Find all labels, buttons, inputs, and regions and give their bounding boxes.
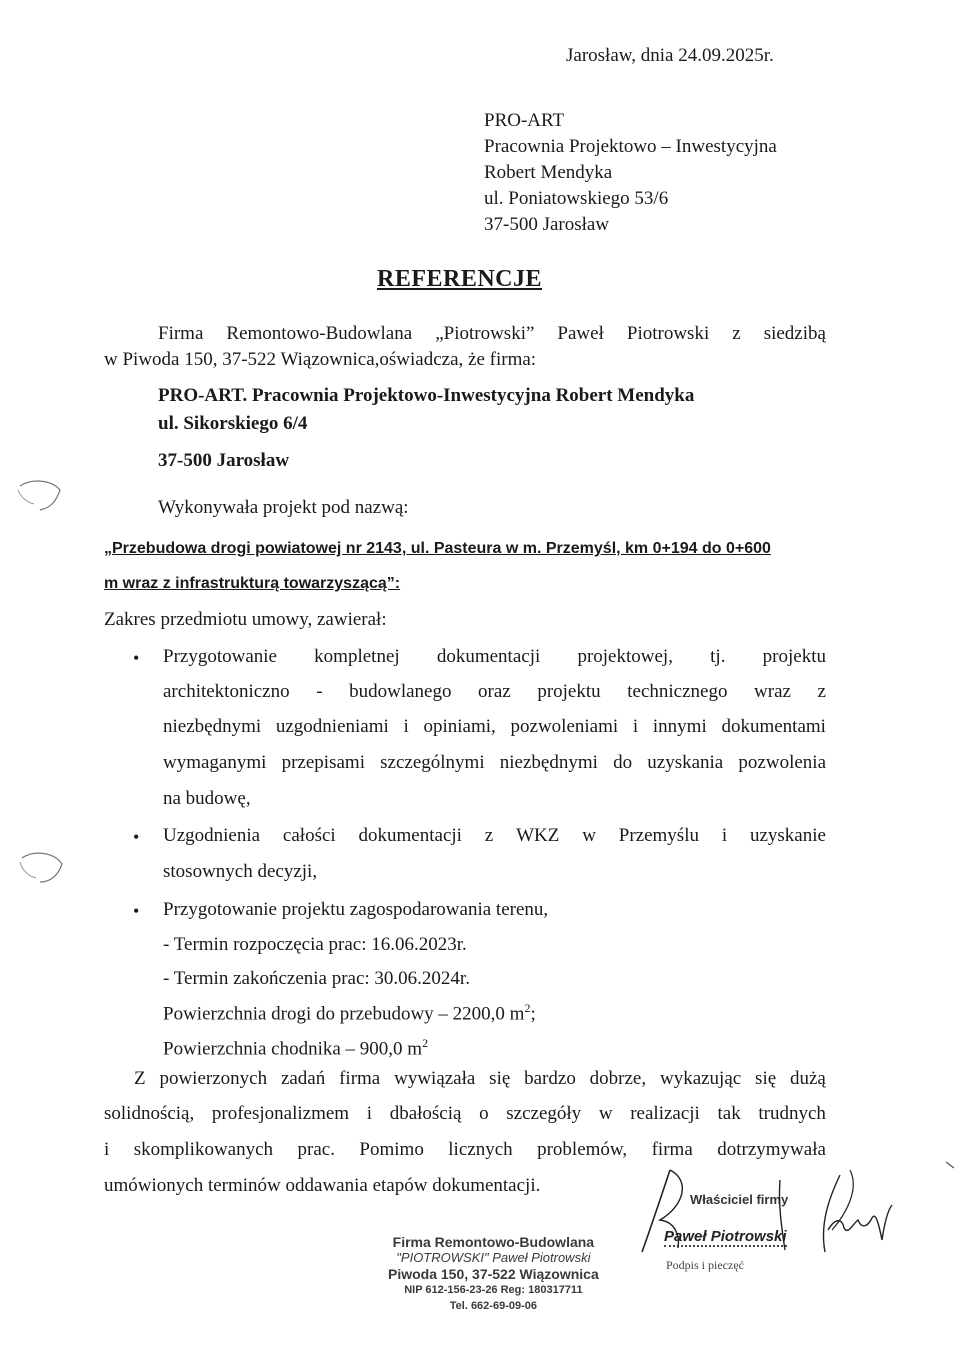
- sidewalk-area: [163, 1036, 826, 1060]
- company-stamp: [388, 1234, 599, 1314]
- word: z: [817, 681, 826, 702]
- word: licznych: [448, 1139, 513, 1160]
- word: realizacji: [630, 1103, 700, 1124]
- project-intro: Wykonywała projekt pod nazwą:: [158, 497, 409, 518]
- closing-line-1: [134, 1068, 826, 1090]
- word: przepisami: [281, 752, 365, 773]
- bullet3-line-1: Przygotowanie projektu zagospodarowania terenu,: [163, 899, 549, 920]
- word: Przemyślu: [618, 825, 699, 846]
- word: firma: [339, 1068, 381, 1089]
- word: całości: [282, 825, 336, 846]
- word: Z: [134, 1068, 146, 1089]
- word: się: [489, 1068, 511, 1089]
- recipient-address: [484, 108, 777, 238]
- owner-name-stamp: Paweł Piotrowski: [664, 1228, 787, 1245]
- word: tj.: [710, 646, 726, 667]
- word: dokumentacji: [436, 646, 541, 667]
- company-street: ul. Sikorskiego 6/4: [158, 413, 308, 434]
- word: wraz: [754, 681, 791, 702]
- project-name-line-1: „Przebudowa drogi powiatowej nr 2143, ul. Pasteura w m. Przemyśl, km 0+194 do 0+600: [104, 540, 771, 557]
- document-title: REFERENCJE: [377, 266, 543, 292]
- project-name-line-2: m wraz z infrastrukturą towarzyszącą”:: [104, 575, 401, 592]
- word: opiniami,: [423, 716, 496, 737]
- bullet-icon: •: [133, 901, 140, 921]
- word: i: [104, 1139, 110, 1160]
- bullet1-line-4: [163, 752, 826, 774]
- stamp-line: Firma Remontowo-Budowlana: [392, 1234, 595, 1250]
- word: i: [403, 716, 409, 737]
- scope-intro: Zakres przedmiotu umowy, zawierał:: [104, 609, 387, 630]
- bullet1-line-5: na budowę,: [163, 788, 251, 809]
- word: „Piotrowski”: [435, 323, 535, 344]
- start-date: - Termin rozpoczęcia prac: 16.06.2023r.: [163, 934, 467, 955]
- end-date: - Termin zakończenia prac: 30.06.2024r.: [163, 968, 470, 989]
- word: projektu: [762, 646, 826, 667]
- word: z: [484, 825, 494, 846]
- stamp-line: "PIOTROWSKI" Paweł Piotrowski: [396, 1250, 591, 1265]
- word: Pomimo: [359, 1139, 424, 1160]
- word: solidnością,: [104, 1103, 195, 1124]
- road-area-sup: 2: [524, 1001, 531, 1015]
- owner-title-stamp: Właściciel firmy: [690, 1192, 789, 1207]
- word: problemów,: [537, 1139, 628, 1160]
- recipient-line: ul. Poniatowskiego 53/6: [484, 188, 669, 209]
- word: trudnych: [758, 1103, 826, 1124]
- word: do: [613, 752, 633, 773]
- company-city: 37-500 Jarosław: [158, 450, 290, 471]
- word: oraz: [478, 681, 511, 702]
- word: budowlanego: [349, 681, 452, 702]
- word: niezbędnymi: [499, 752, 598, 773]
- word: bardzo: [524, 1068, 576, 1089]
- word: niezbędnymi: [163, 716, 262, 737]
- word: skomplikowanych: [133, 1139, 274, 1160]
- word: się: [755, 1068, 777, 1089]
- word: siedzibą: [763, 323, 826, 344]
- word: Firma: [158, 323, 204, 344]
- word: szczególnymi: [380, 752, 485, 773]
- word: Paweł: [557, 323, 604, 344]
- road-area-suffix: ;: [530, 1003, 536, 1025]
- handwritten-signature: [630, 1160, 900, 1260]
- word: kompletnej: [314, 646, 400, 667]
- recipient-line: Pracownia Projektowo – Inwestycyjna: [484, 136, 777, 157]
- word: i: [721, 825, 728, 846]
- word: tak: [717, 1103, 741, 1124]
- word: architektoniczno: [163, 681, 290, 702]
- road-area-text: Powierzchnia drogi do przebudowy – 2200,0 m: [163, 1003, 525, 1025]
- word: pozwoleniami: [510, 716, 619, 737]
- word: dobrze,: [589, 1068, 647, 1089]
- word: wykazując: [659, 1068, 742, 1089]
- intro-line-1: [158, 323, 826, 345]
- word: z: [732, 323, 741, 344]
- word: o: [479, 1103, 489, 1124]
- word: w: [598, 1103, 613, 1124]
- word: Piotrowski: [626, 323, 710, 344]
- bullet1-line-2: [163, 681, 826, 703]
- recipient-line: 37-500 Jarosław: [484, 214, 610, 235]
- word: projektu: [537, 681, 601, 702]
- bullet1-line-3: [163, 716, 826, 738]
- word: dotrzymywała: [717, 1139, 826, 1160]
- bullet2-line-1: [163, 825, 826, 847]
- word: szczegóły: [506, 1103, 582, 1124]
- word: zadań: [280, 1068, 326, 1089]
- recipient-line: Robert Mendyka: [484, 162, 613, 183]
- intro-line-2: w Piwoda 150, 37-522 Wiązownica,oświadcza, że firma:: [104, 349, 537, 370]
- word: dokumentacji: [358, 825, 462, 846]
- company-name: PRO-ART. Pracownia Projektowo-Inwestycyjna Robert Mendyka: [158, 385, 695, 406]
- sidewalk-area-text: Powierzchnia chodnika – 900,0 m: [163, 1038, 423, 1060]
- word: dużą: [790, 1068, 826, 1089]
- word: WKZ: [516, 825, 560, 846]
- word: prac.: [297, 1139, 335, 1160]
- word: powierzonych: [159, 1068, 268, 1089]
- word: technicznego: [627, 681, 728, 702]
- word: w: [582, 825, 596, 846]
- word: uzgodnieniami: [275, 716, 389, 737]
- stamp-line: NIP 612-156-23-26 Reg: 180317711: [404, 1284, 583, 1296]
- word: Remontowo-Budowlana: [226, 323, 413, 344]
- recipient-line: PRO-ART: [484, 110, 565, 131]
- closing-line-3: [104, 1139, 826, 1161]
- word: i: [632, 716, 639, 737]
- word: dbałością: [389, 1103, 462, 1124]
- word: Uzgodnienia: [163, 825, 261, 846]
- punch-hole-icon: [14, 848, 66, 888]
- stamp-line: Piwoda 150, 37-522 Wiązownica: [388, 1266, 599, 1282]
- closing-line-2: [104, 1103, 826, 1125]
- word: dokumentami: [721, 716, 826, 737]
- bullet-icon: •: [133, 827, 140, 847]
- word: wywiązała: [394, 1068, 476, 1089]
- road-area: [163, 1001, 826, 1025]
- word: uzyskanie: [749, 825, 826, 846]
- word: uzyskania: [647, 752, 724, 773]
- word: firma: [651, 1139, 693, 1160]
- bullet1-line-1: [163, 646, 826, 668]
- word: innymi: [652, 716, 707, 737]
- bullet2-line-2: stosownych decyzji,: [163, 861, 318, 882]
- word: Przygotowanie: [163, 646, 277, 667]
- punch-hole-icon: [12, 476, 64, 516]
- word: i: [366, 1103, 373, 1124]
- signature-caption: Podpis i pieczęć: [666, 1258, 744, 1272]
- word: wymaganymi: [163, 752, 267, 773]
- date-line: Jarosław, dnia 24.09.2025r.: [566, 45, 774, 66]
- word: -: [316, 681, 323, 702]
- stamp-line: Tel. 662-69-09-06: [449, 1300, 537, 1312]
- word: pozwolenia: [738, 752, 826, 773]
- closing-line-4: umówionych terminów oddawania etapów dokumentacji.: [104, 1175, 541, 1196]
- word: profesjonalizmem: [211, 1103, 350, 1124]
- margin-mark: [944, 1160, 956, 1220]
- word: projektowej,: [577, 646, 673, 667]
- sidewalk-area-sup: 2: [422, 1036, 429, 1050]
- bullet-icon: •: [133, 648, 140, 668]
